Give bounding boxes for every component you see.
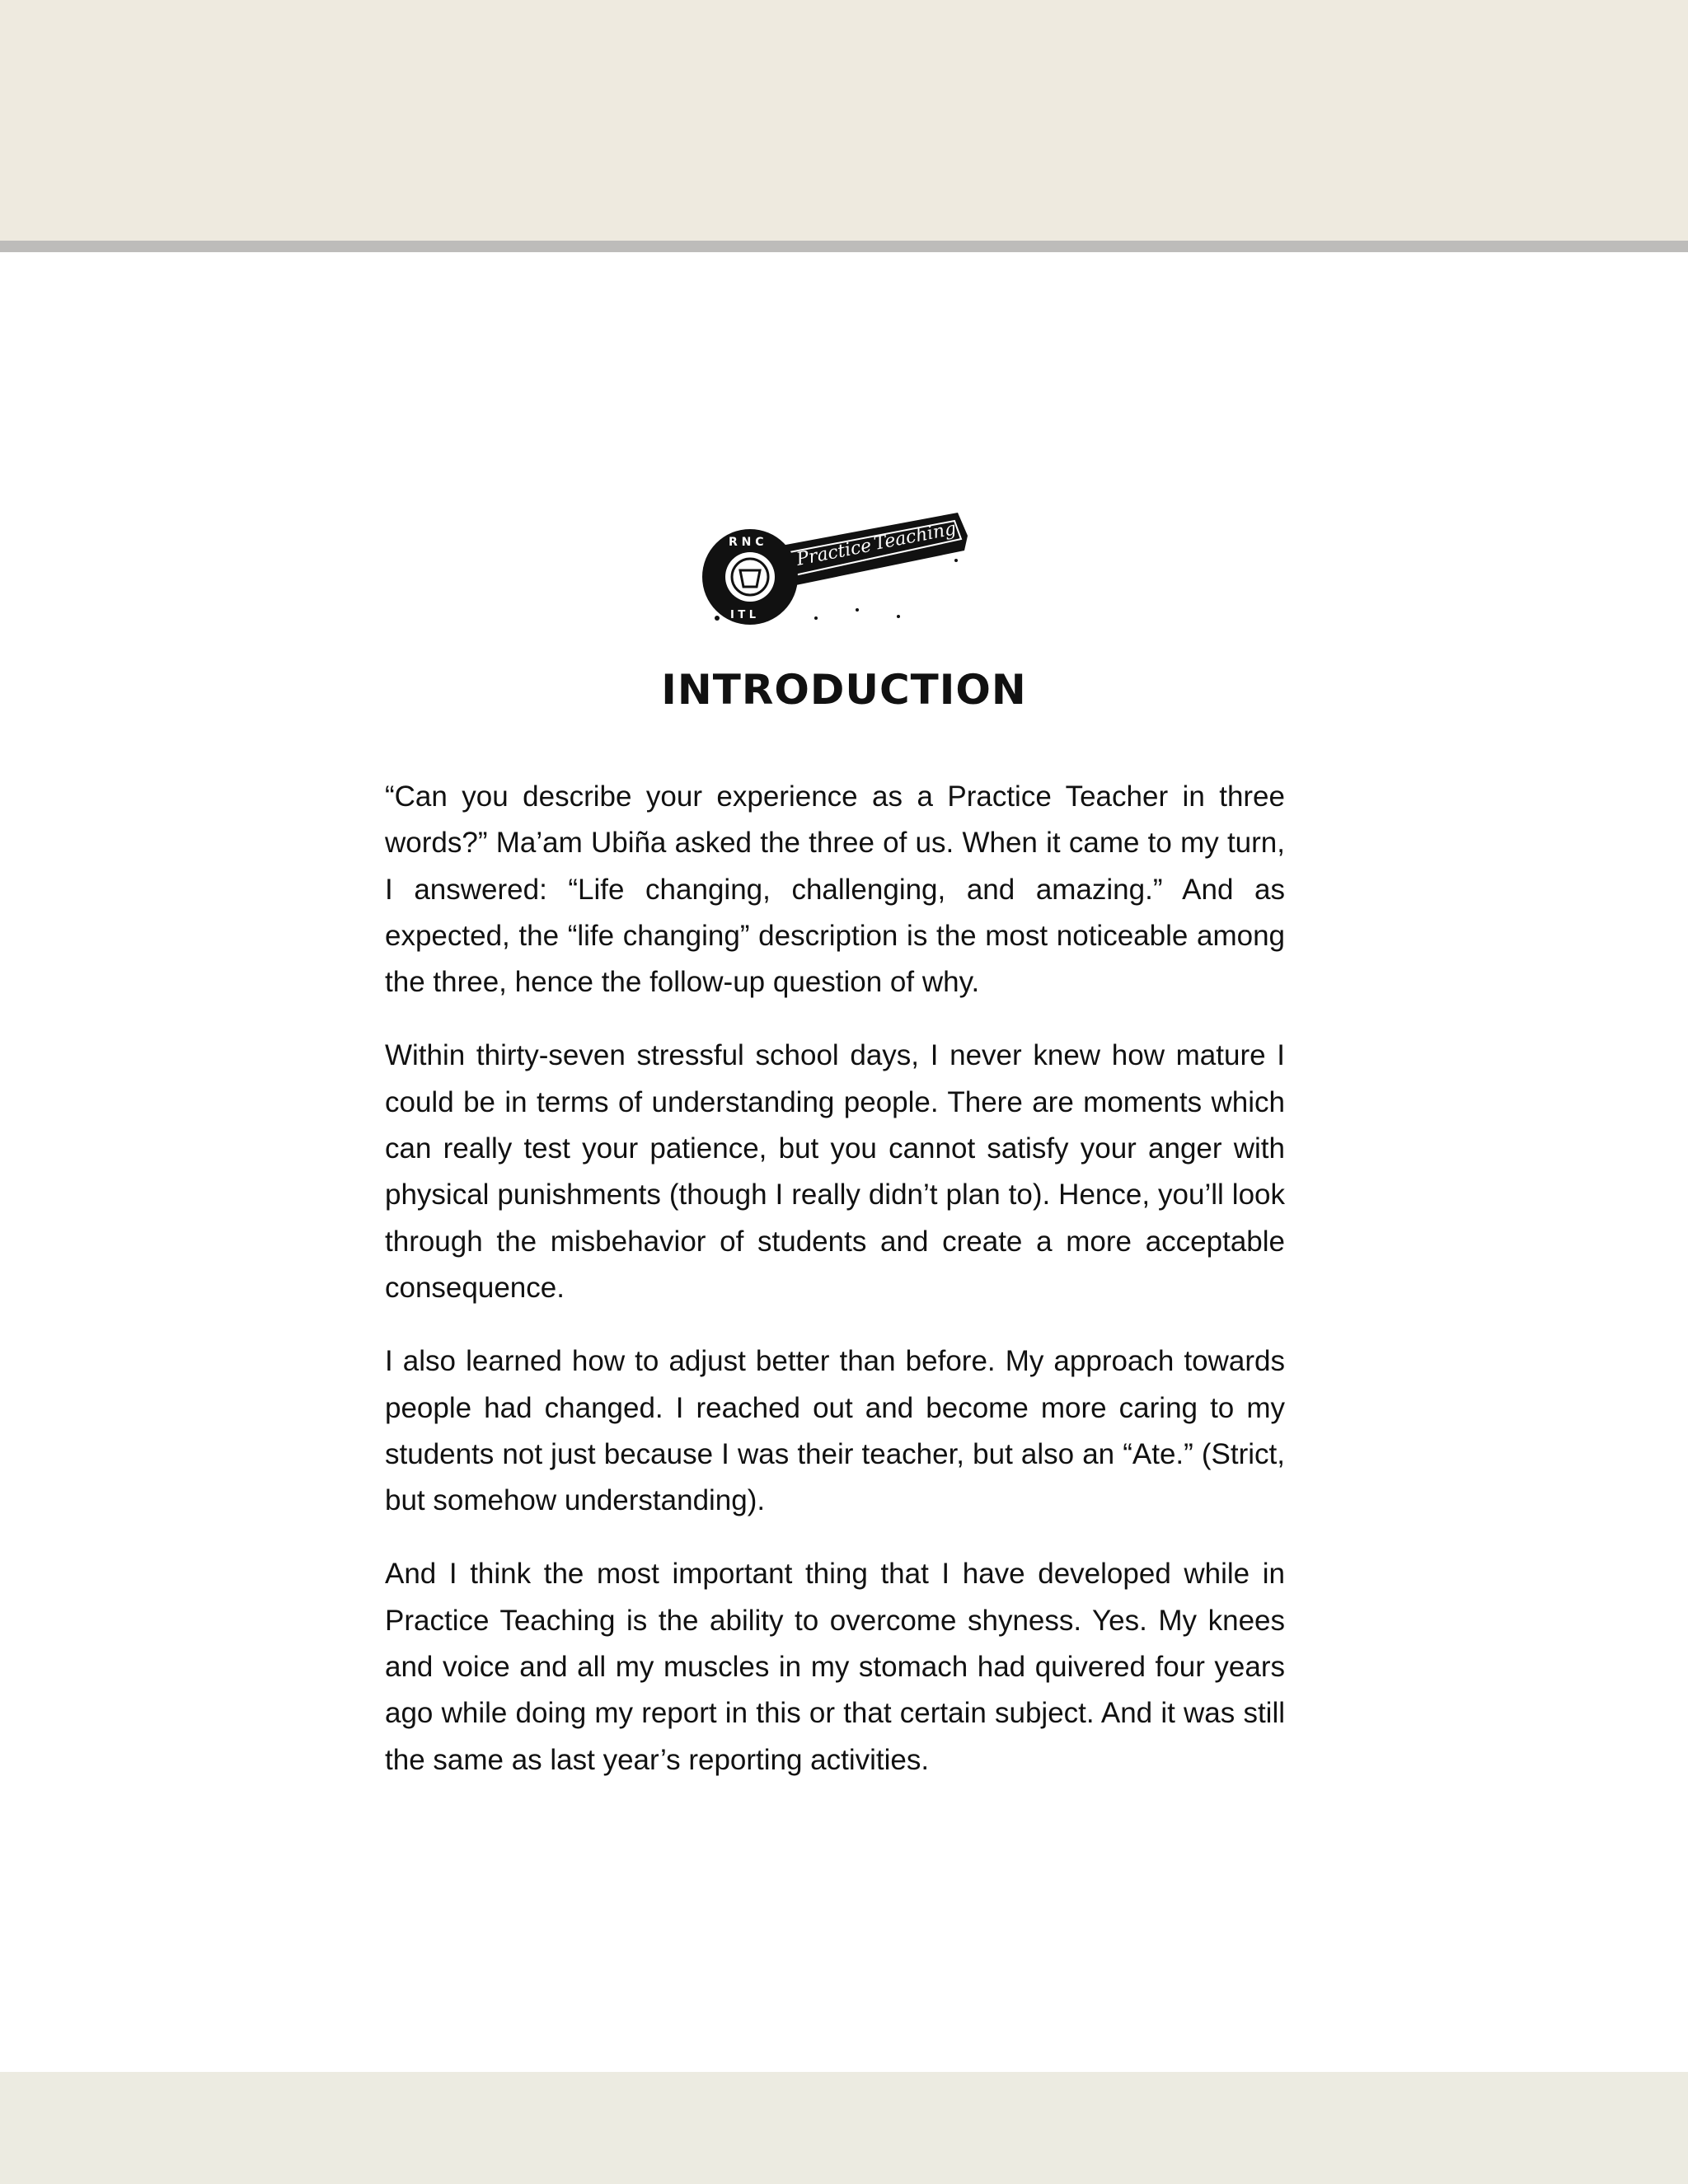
svg-text:R N C: R N C <box>729 536 764 549</box>
paragraph-3: I also learned how to adjust better than before. My approach towards people had changed. I reached out and become more caring to my students not just because I was their teacher, but also an “Ate.” (Strict, but somehow understanding). <box>385 1345 1285 1517</box>
paragraph-2: Within thirty-seven stressful school days, I never knew how mature I could be in terms of understanding people. There are moments which can really test your patience, but you cannot satisfy your anger with physical punishments (though I really didn’t plan to). Hence, you’ll look through the misbehavior of students and create a more acceptable consequence. <box>385 1039 1285 1304</box>
body-text <box>385 774 1285 1811</box>
svg-text:I T L: I T L <box>730 609 757 621</box>
header-band <box>0 0 1688 241</box>
paragraph-4: And I think the most important thing that I have developed while in Practice Teaching is the ability to overcome shyness. Yes. My knees and voice and all my muscles in my stomach had quivered four years ago while doing my report in this or that certain subject. And it was still the same as last year’s reporting activities. <box>385 1558 1285 1776</box>
header-divider <box>0 241 1688 252</box>
paragraph-1: “Can you describe your experience as a Practice Teacher in three words?” Ma’am Ubiña asked the three of us. When it came to my turn, I answered: “Life changing, challenging, and amazing.” And as expected, the “life changing” description is the most noticeable among the three, hence the follow-up question of why. <box>385 780 1285 999</box>
footer-band <box>0 2072 1688 2184</box>
practice-teaching-logo <box>692 494 973 635</box>
page-title: INTRODUCTION <box>661 666 1027 714</box>
svg-text:Practice: Practice <box>795 535 874 570</box>
svg-text:Teaching: Teaching <box>872 518 959 555</box>
